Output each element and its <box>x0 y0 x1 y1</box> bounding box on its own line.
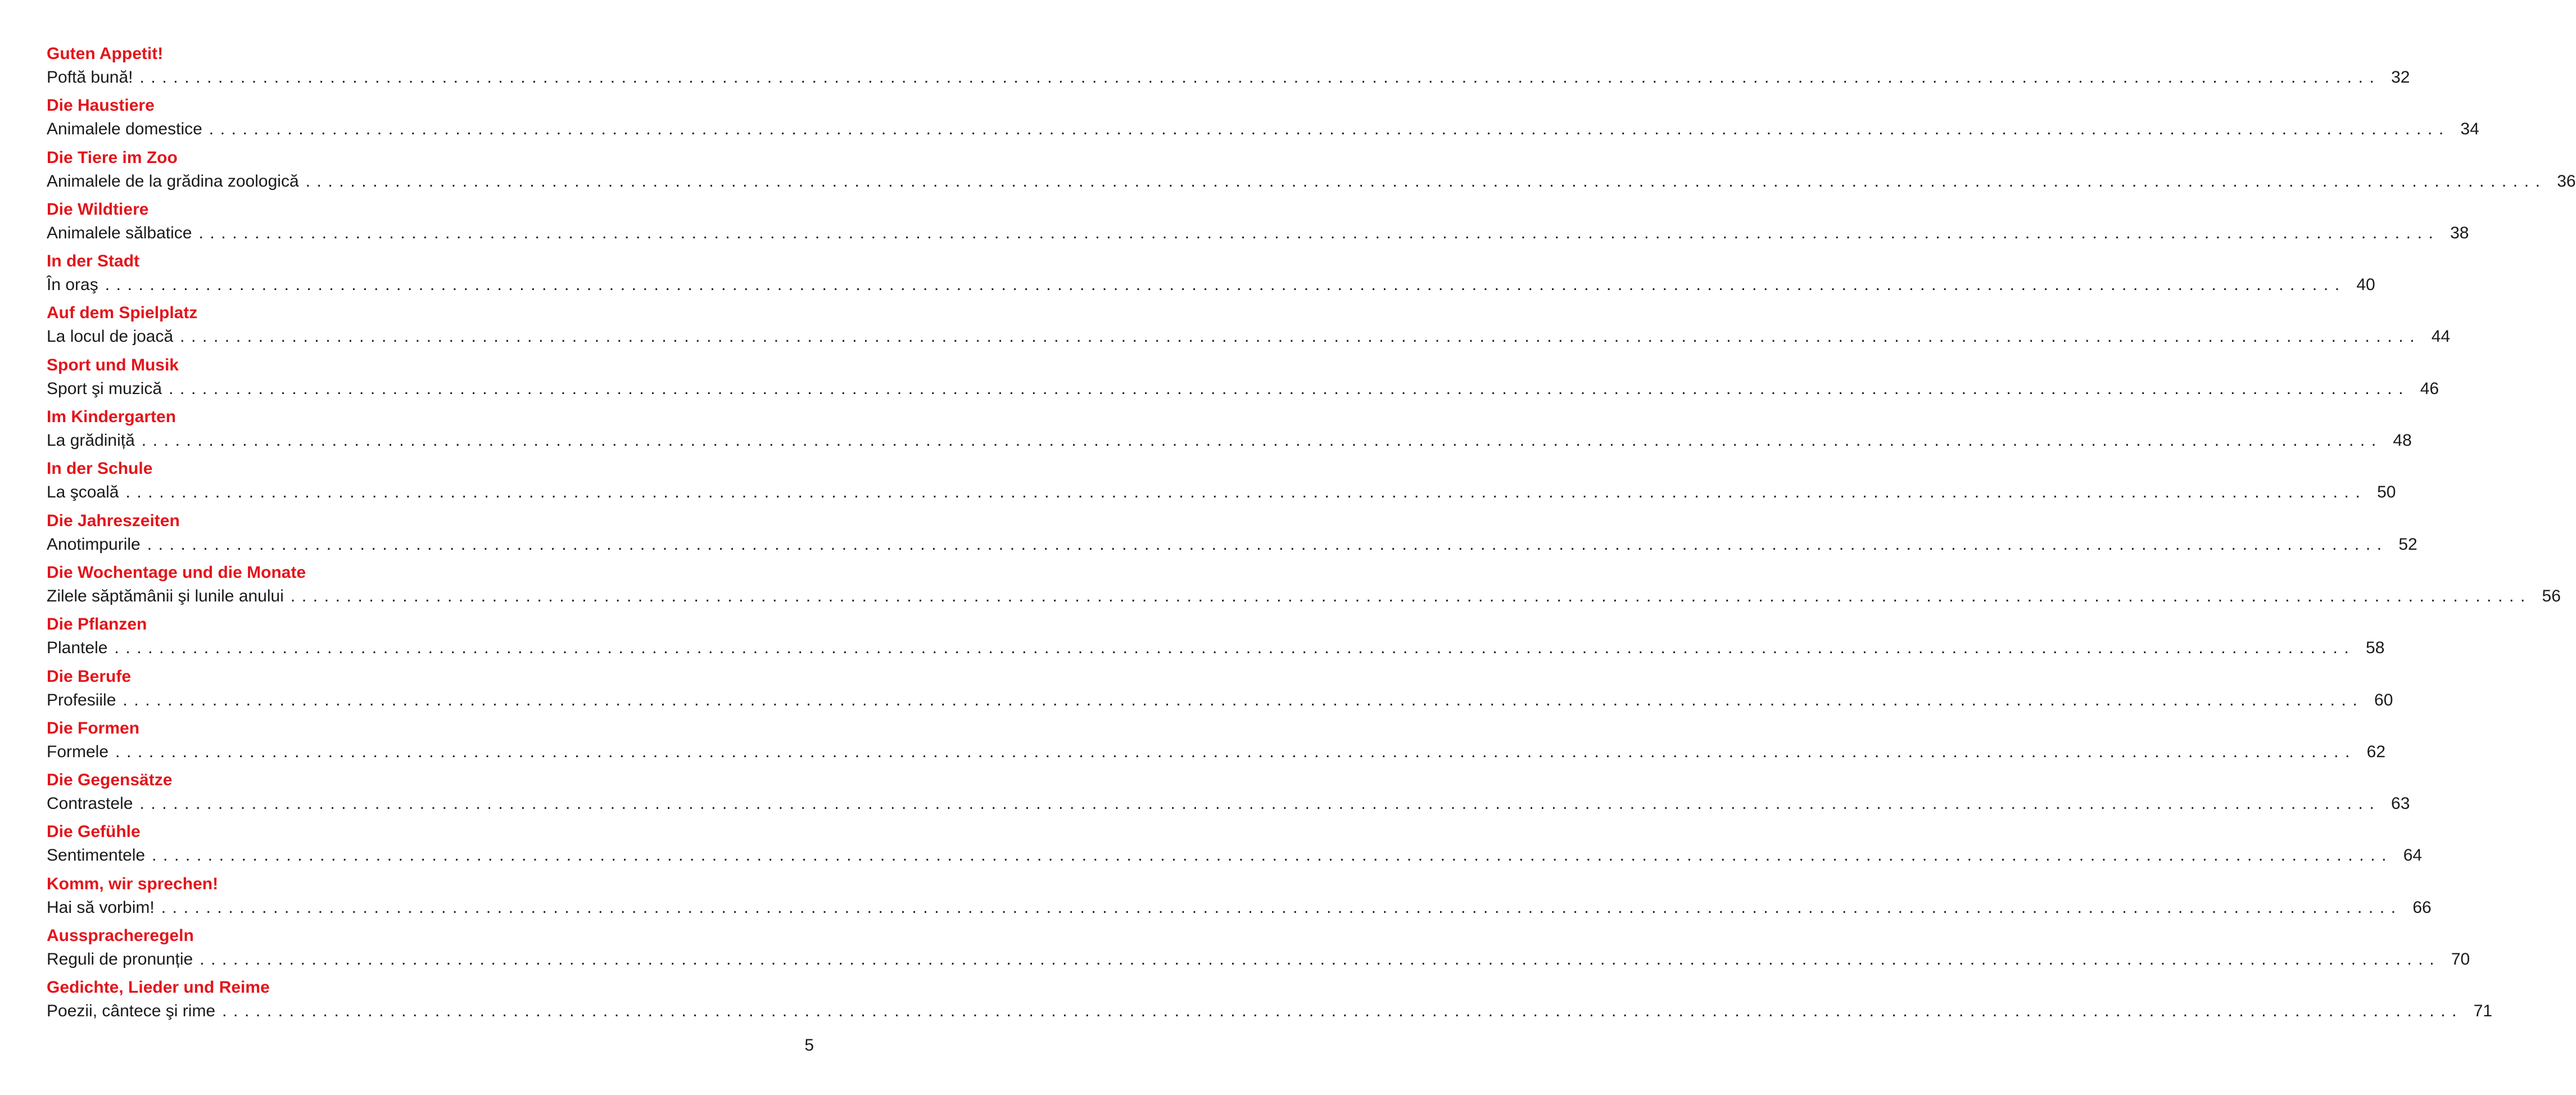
dot-leader: ........................................................................................................................................................................................................ <box>141 431 2383 450</box>
toc-entry-romanian-title[interactable]: La şcoală <box>47 483 119 502</box>
toc-entry-page-number[interactable]: 32 <box>2391 68 2410 87</box>
toc-entry-line <box>47 739 2386 766</box>
toc-entry-page-number[interactable]: 46 <box>2420 379 2439 398</box>
toc-entry-line <box>47 894 2432 921</box>
toc-entry[interactable] <box>47 92 2479 144</box>
toc-entry[interactable] <box>47 663 2393 715</box>
toc-entry-german-title[interactable]: Die Berufe <box>47 667 132 686</box>
page-number: 5 <box>804 1036 814 1055</box>
toc-entry-line <box>47 479 2396 506</box>
toc-entry-line <box>47 790 2410 817</box>
toc-entry[interactable] <box>47 611 2385 663</box>
toc-entry[interactable] <box>47 404 2412 455</box>
toc-entry-romanian-title[interactable]: Sport şi muzică <box>47 379 162 398</box>
toc-entry-line <box>47 635 2385 662</box>
toc-entry-page-number[interactable]: 62 <box>2366 742 2386 761</box>
toc-entry[interactable] <box>47 974 2493 1026</box>
toc-entry-line <box>47 427 2412 454</box>
table-of-contents <box>47 40 2576 1026</box>
toc-entry-german-title[interactable]: Die Tiere im Zoo <box>47 148 178 167</box>
toc-entry-romanian-title[interactable]: Hai să vorbim! <box>47 898 155 917</box>
toc-entry-german-title[interactable]: In der Stadt <box>47 252 140 271</box>
dot-leader: ........................................................................................................................................................................................................ <box>152 846 2393 865</box>
toc-entry-page-number[interactable]: 63 <box>2391 794 2410 813</box>
toc-entry[interactable] <box>47 922 2470 974</box>
dot-leader: ........................................................................................................................................................................................................ <box>105 275 2346 295</box>
toc-entry-page-number[interactable]: 70 <box>2451 950 2470 969</box>
toc-entry-page-number[interactable]: 64 <box>2403 846 2423 865</box>
toc-entry-german-title[interactable]: Im Kindergarten <box>47 408 176 427</box>
toc-entry[interactable] <box>47 196 2469 248</box>
toc-entry-page-number[interactable]: 36 <box>2557 171 2576 191</box>
toc-entry[interactable] <box>47 300 2451 351</box>
toc-entry-page-number[interactable]: 56 <box>2542 586 2561 605</box>
toc-entry[interactable] <box>47 144 2576 196</box>
toc-entry[interactable] <box>47 248 2375 300</box>
toc-entry[interactable] <box>47 508 2417 559</box>
toc-entry[interactable] <box>47 715 2386 767</box>
toc-entry-romanian-title[interactable]: Zilele săptămânii şi lunile anului <box>47 586 284 605</box>
toc-entry-line <box>47 375 2439 402</box>
dot-leader: ........................................................................................................................................................................................................ <box>305 171 2547 191</box>
toc-entry-line <box>47 687 2393 714</box>
toc-entry-page-number[interactable]: 52 <box>2398 535 2417 554</box>
toc-entry[interactable] <box>47 559 2561 611</box>
toc-entry-romanian-title[interactable]: Contrastele <box>47 794 133 813</box>
toc-entry-german-title[interactable]: Die Wildtiere <box>47 200 149 219</box>
toc-entry[interactable] <box>47 818 2423 870</box>
dot-leader: ........................................................................................................................................................................................................ <box>139 794 2381 813</box>
toc-entry[interactable] <box>47 40 2410 92</box>
toc-entry-romanian-title[interactable]: Animalele sălbatice <box>47 223 192 242</box>
toc-entry[interactable] <box>47 767 2410 818</box>
toc-entry-page-number[interactable]: 50 <box>2377 483 2396 502</box>
toc-entry-german-title[interactable]: Die Wochentage und die Monate <box>47 563 306 582</box>
toc-entry-romanian-title[interactable]: La grădiniță <box>47 431 135 450</box>
toc-entry-line <box>47 116 2479 143</box>
toc-entry-line <box>47 531 2417 558</box>
toc-entry-line <box>47 946 2470 973</box>
dot-leader: ........................................................................................................................................................................................................ <box>115 742 2357 761</box>
dot-leader: ........................................................................................................................................................................................................ <box>169 379 2410 398</box>
toc-entry[interactable] <box>47 871 2432 922</box>
dot-leader: ........................................................................................................................................................................................................ <box>290 586 2532 605</box>
dot-leader: ........................................................................................................................................................................................................ <box>161 898 2402 917</box>
dot-leader: ........................................................................................................................................................................................................ <box>114 639 2356 658</box>
toc-entry-page-number[interactable]: 40 <box>2356 275 2375 295</box>
dot-leader: ........................................................................................................................................................................................................ <box>147 535 2388 554</box>
toc-entry-line <box>47 220 2469 247</box>
toc-entry-page-number[interactable]: 44 <box>2431 327 2451 346</box>
toc-entry-romanian-title[interactable]: Profesiile <box>47 690 116 709</box>
toc-entry[interactable] <box>47 352 2439 404</box>
dot-leader: ........................................................................................................................................................................................................ <box>198 223 2440 242</box>
dot-leader: ........................................................................................................................................................................................................ <box>123 690 2364 709</box>
toc-entry-romanian-title[interactable]: Sentimentele <box>47 846 146 865</box>
toc-entry-line <box>47 998 2493 1025</box>
toc-entry-german-title[interactable]: Auf dem Spielplatz <box>47 304 198 323</box>
toc-entry-german-title[interactable]: Die Haustiere <box>47 96 155 115</box>
dot-leader: ........................................................................................................................................................................................................ <box>180 327 2421 346</box>
toc-entry-german-title[interactable]: Die Gefühle <box>47 822 141 841</box>
toc-entry-romanian-title[interactable]: Formele <box>47 742 109 761</box>
toc-entry-romanian-title[interactable]: Reguli de pronunție <box>47 950 193 969</box>
toc-entry-romanian-title[interactable]: Poftă bună! <box>47 68 133 87</box>
toc-entry-page-number[interactable]: 58 <box>2366 639 2385 658</box>
toc-entry-german-title[interactable]: In der Schule <box>47 459 153 478</box>
toc-entry-page-number[interactable]: 60 <box>2374 690 2393 709</box>
toc-entry-page-number[interactable]: 71 <box>2473 1002 2493 1021</box>
toc-entry-romanian-title[interactable]: La locul de joacă <box>47 327 174 346</box>
toc-entry-line <box>47 272 2375 298</box>
toc-entry-line <box>47 842 2423 869</box>
toc-entry-romanian-title[interactable]: În oraş <box>47 275 98 295</box>
toc-entry-line <box>47 64 2410 91</box>
toc-entry-romanian-title[interactable]: Anotimpurile <box>47 535 141 554</box>
dot-leader: ........................................................................................................................................................................................................ <box>222 1002 2464 1021</box>
toc-entry-german-title[interactable]: Gedichte, Lieder und Reime <box>47 978 270 997</box>
toc-entry-page-number[interactable]: 38 <box>2450 223 2469 242</box>
toc-entry-german-title[interactable]: Die Pflanzen <box>47 615 147 634</box>
toc-entry-line <box>47 168 2576 195</box>
toc-entry-german-title[interactable]: Die Formen <box>47 718 140 737</box>
toc-entry[interactable] <box>47 455 2396 507</box>
toc-entry-romanian-title[interactable]: Animalele de la grădina zoologică <box>47 171 299 191</box>
toc-entry-german-title[interactable]: Guten Appetit! <box>47 44 164 63</box>
toc-entry-line <box>47 323 2451 350</box>
dot-leader: ........................................................................................................................................................................................................ <box>125 483 2367 502</box>
toc-entry-german-title[interactable]: Komm, wir sprechen! <box>47 874 219 893</box>
dot-leader: ........................................................................................................................................................................................................ <box>200 950 2441 969</box>
toc-entry-german-title[interactable]: Ausspracheregeln <box>47 926 194 945</box>
toc-entry-romanian-title[interactable]: Animalele domestice <box>47 120 202 139</box>
toc-entry-german-title[interactable]: Die Gegensätze <box>47 771 173 790</box>
toc-entry-line <box>47 583 2561 610</box>
toc-entry-page-number[interactable]: 48 <box>2393 431 2412 450</box>
toc-entry-german-title[interactable]: Sport und Musik <box>47 355 179 374</box>
toc-entry-romanian-title[interactable]: Poezii, cântece şi rime <box>47 1002 216 1021</box>
toc-entry-page-number[interactable]: 34 <box>2460 120 2479 139</box>
toc-entry-romanian-title[interactable]: Plantele <box>47 639 108 658</box>
dot-leader: ........................................................................................................................................................................................................ <box>209 120 2450 139</box>
dot-leader: ........................................................................................................................................................................................................ <box>139 68 2381 87</box>
toc-entry-page-number[interactable]: 66 <box>2412 898 2432 917</box>
toc-entry-german-title[interactable]: Die Jahreszeiten <box>47 511 180 530</box>
